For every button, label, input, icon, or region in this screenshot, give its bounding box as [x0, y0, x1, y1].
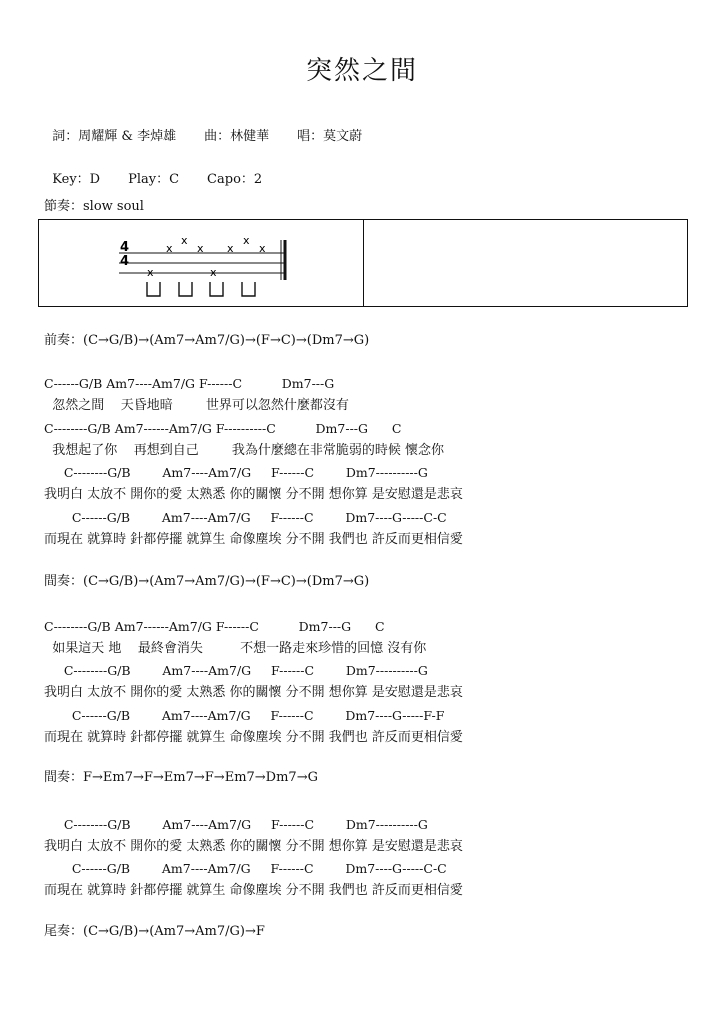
lyric-line: 忽然之間 天昏地暗 世界可以忽然什麼都沒有: [44, 398, 349, 413]
strum-mark: x: [210, 266, 217, 279]
composer: 曲：林健華: [204, 129, 270, 144]
time-sig-bottom: 4: [120, 254, 130, 269]
chord-line: C------G/B Am7----Am7/G F------C Dm7----G-----C-C: [44, 510, 447, 525]
lyric-line: 我明白 太放不 開你的愛 太熟悉 你的關懷 分不開 想你算 是安慰還是悲哀: [44, 839, 463, 854]
outro-line: 尾奏：(C→G/B)→(Am7→Am7/G)→F: [44, 924, 265, 939]
play-label: Play：C: [128, 172, 180, 187]
beam: [179, 282, 192, 296]
chord-line: C--------G/B Am7----Am7/G F------C Dm7----------G: [44, 663, 428, 678]
lyricist: 詞：周耀輝 & 李焯雄: [52, 129, 177, 144]
strum-mark: x: [197, 242, 204, 255]
strum-mark: x: [181, 234, 188, 247]
key-label: Key：D: [52, 172, 101, 187]
key-line: [44, 156, 262, 188]
strum-mark: x: [243, 234, 250, 247]
lyric-line: 我明白 太放不 開你的愛 太熟悉 你的關懷 分不開 想你算 是安慰還是悲哀: [44, 487, 463, 502]
rhythm-notation: [114, 230, 314, 300]
rhythm-divider: [363, 220, 364, 306]
capo-label: Capo：2: [207, 172, 263, 187]
interlude-line: 間奏：(C→G/B)→(Am7→Am7/G)→(F→C)→(Dm7→G): [44, 574, 370, 589]
credits-line: [44, 113, 362, 145]
interlude-line: 間奏：F→Em7→F→Em7→F→Em7→Dm7→G: [44, 770, 318, 785]
chord-line: C------G/B Am7----Am7/G F------C Dm7---G: [44, 376, 335, 391]
chord-line: C------G/B Am7----Am7/G F------C Dm7----G-----C-C: [44, 861, 447, 876]
lyric-line: 而現在 就算時 針都停擺 就算生 命像塵埃 分不開 我們也 許反而更相信愛: [44, 883, 463, 898]
lyric-line: 我想起了你 再想到自己 我為什麼總在非常脆弱的時候 懷念你: [44, 443, 444, 458]
beam-group: [147, 282, 255, 296]
chord-line: C--------G/B Am7------Am7/G F------C Dm7---G C: [44, 619, 385, 634]
rhythm-box: [38, 219, 688, 307]
strum-mark: x: [227, 242, 234, 255]
strum-mark: x: [147, 266, 154, 279]
lyric-line: 而現在 就算時 針都停擺 就算生 命像塵埃 分不開 我們也 許反而更相信愛: [44, 532, 463, 547]
lyric-line: 我明白 太放不 開你的愛 太熟悉 你的關懷 分不開 想你算 是安慰還是悲哀: [44, 685, 463, 700]
time-sig-top: 4: [120, 240, 130, 255]
beam: [147, 282, 160, 296]
strum-mark: x: [259, 242, 266, 255]
singer: 唱：莫文蔚: [297, 129, 363, 144]
prelude-line: 前奏：(C→G/B)→(Am7→Am7/G)→(F→C)→(Dm7→G): [44, 333, 370, 348]
song-title: 突然之間: [305, 56, 418, 86]
chord-line: C--------G/B Am7----Am7/G F------C Dm7----------G: [44, 817, 428, 832]
beam: [210, 282, 223, 296]
lyric-line: 而現在 就算時 針都停擺 就算生 命像塵埃 分不開 我們也 許反而更相信愛: [44, 730, 463, 745]
lyric-line: 如果這天 地 最終會消失 不想一路走來珍惜的回憶 沒有你: [44, 641, 427, 656]
beam: [242, 282, 255, 296]
rhythm-label: 節奏：slow soul: [44, 199, 144, 214]
chord-line: C--------G/B Am7----Am7/G F------C Dm7----------G: [44, 465, 428, 480]
strum-mark: x: [166, 242, 173, 255]
chord-line: C--------G/B Am7------Am7/G F----------C Dm7---G C: [44, 421, 402, 436]
chord-line: C------G/B Am7----Am7/G F------C Dm7----G-----F-F: [44, 708, 445, 723]
